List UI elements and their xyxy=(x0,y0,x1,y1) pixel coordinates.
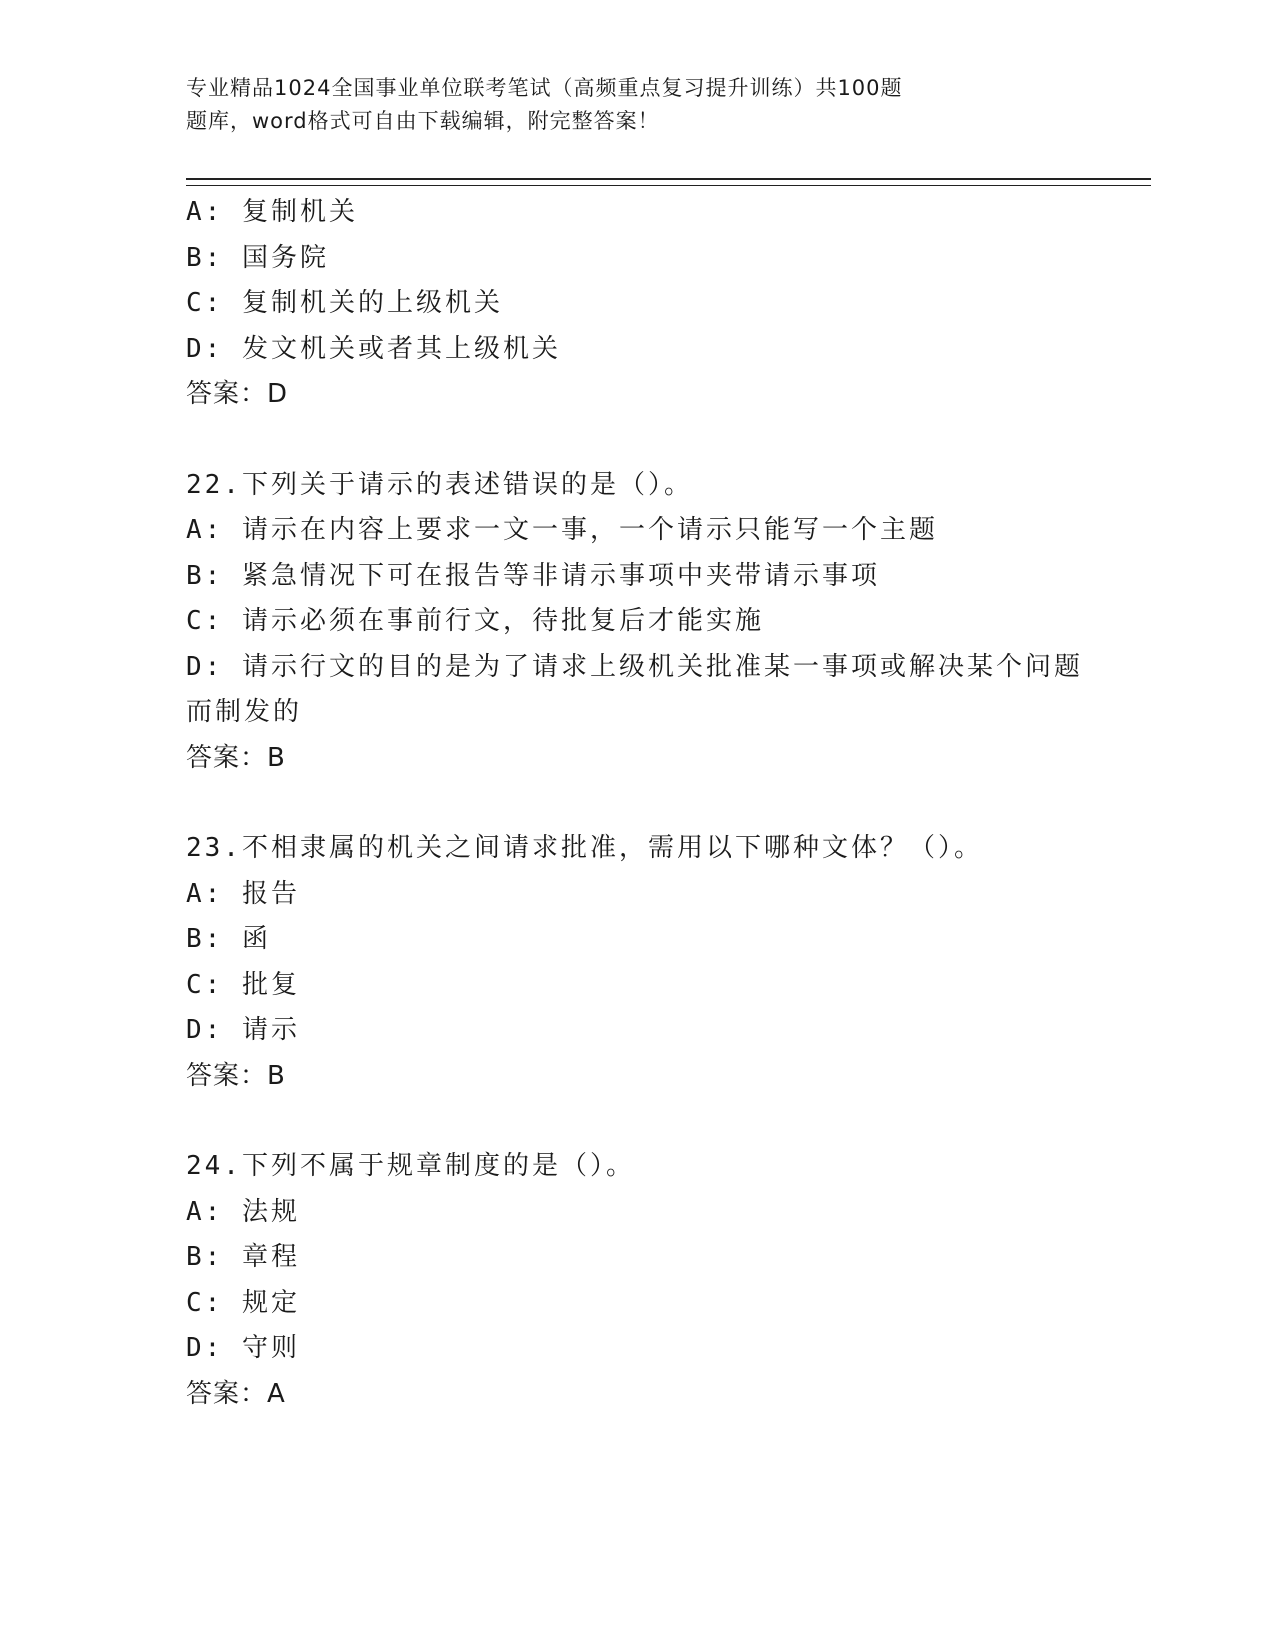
question-stem: 22.下列关于请示的表述错误的是（）。 xyxy=(186,469,693,500)
header-line-2: 题库，word格式可自由下载编辑，附完整答案！ xyxy=(186,109,660,133)
answer: 答案：D xyxy=(186,379,289,409)
option-d: D: 守则 xyxy=(186,1333,300,1363)
option-b: B: 函 xyxy=(186,924,271,954)
answer: 答案：A xyxy=(186,1378,286,1409)
document-header xyxy=(186,72,1016,138)
option-c: C: 请示必须在事前行文，待批复后才能实施 xyxy=(186,606,764,636)
question-24 xyxy=(186,1144,1086,1417)
question-list xyxy=(186,190,1086,1462)
option-b: B: 章程 xyxy=(186,1242,300,1272)
option-c: C: 复制机关的上级机关 xyxy=(186,288,503,318)
option-a: A: 请示在内容上要求一文一事，一个请示只能写一个主题 xyxy=(186,515,938,545)
answer: 答案：B xyxy=(186,1060,286,1091)
option-d-continuation: 而制发的 xyxy=(186,697,303,727)
option-c: C: 规定 xyxy=(186,1287,300,1318)
question-21 xyxy=(186,190,1086,418)
option-a: A: 复制机关 xyxy=(186,197,358,227)
question-stem: 23.不相隶属的机关之间请求批准，需用以下哪种文体？（）。 xyxy=(186,833,983,863)
option-a: A: 法规 xyxy=(186,1196,300,1227)
option-a: A: 报告 xyxy=(186,878,300,909)
option-b: B: 紧急情况下可在报告等非请示事项中夹带请示事项 xyxy=(186,560,880,591)
option-d: D: 发文机关或者其上级机关 xyxy=(186,333,561,364)
answer: 答案：B xyxy=(186,742,286,773)
option-b: B: 国务院 xyxy=(186,242,329,273)
question-23 xyxy=(186,826,1086,1099)
header-line-1: 专业精品1024全国事业单位联考笔试（高频重点复习提升训练）共100题 xyxy=(186,76,903,100)
option-d: D: 请示 xyxy=(186,1015,300,1045)
question-22 xyxy=(186,463,1086,782)
header-divider xyxy=(186,178,1151,186)
option-d: D: 请示行文的目的是为了请求上级机关批准某一事项或解决某个问题 xyxy=(186,651,1083,682)
option-c: C: 批复 xyxy=(186,969,300,1000)
question-stem: 24.下列不属于规章制度的是（）。 xyxy=(186,1151,635,1181)
